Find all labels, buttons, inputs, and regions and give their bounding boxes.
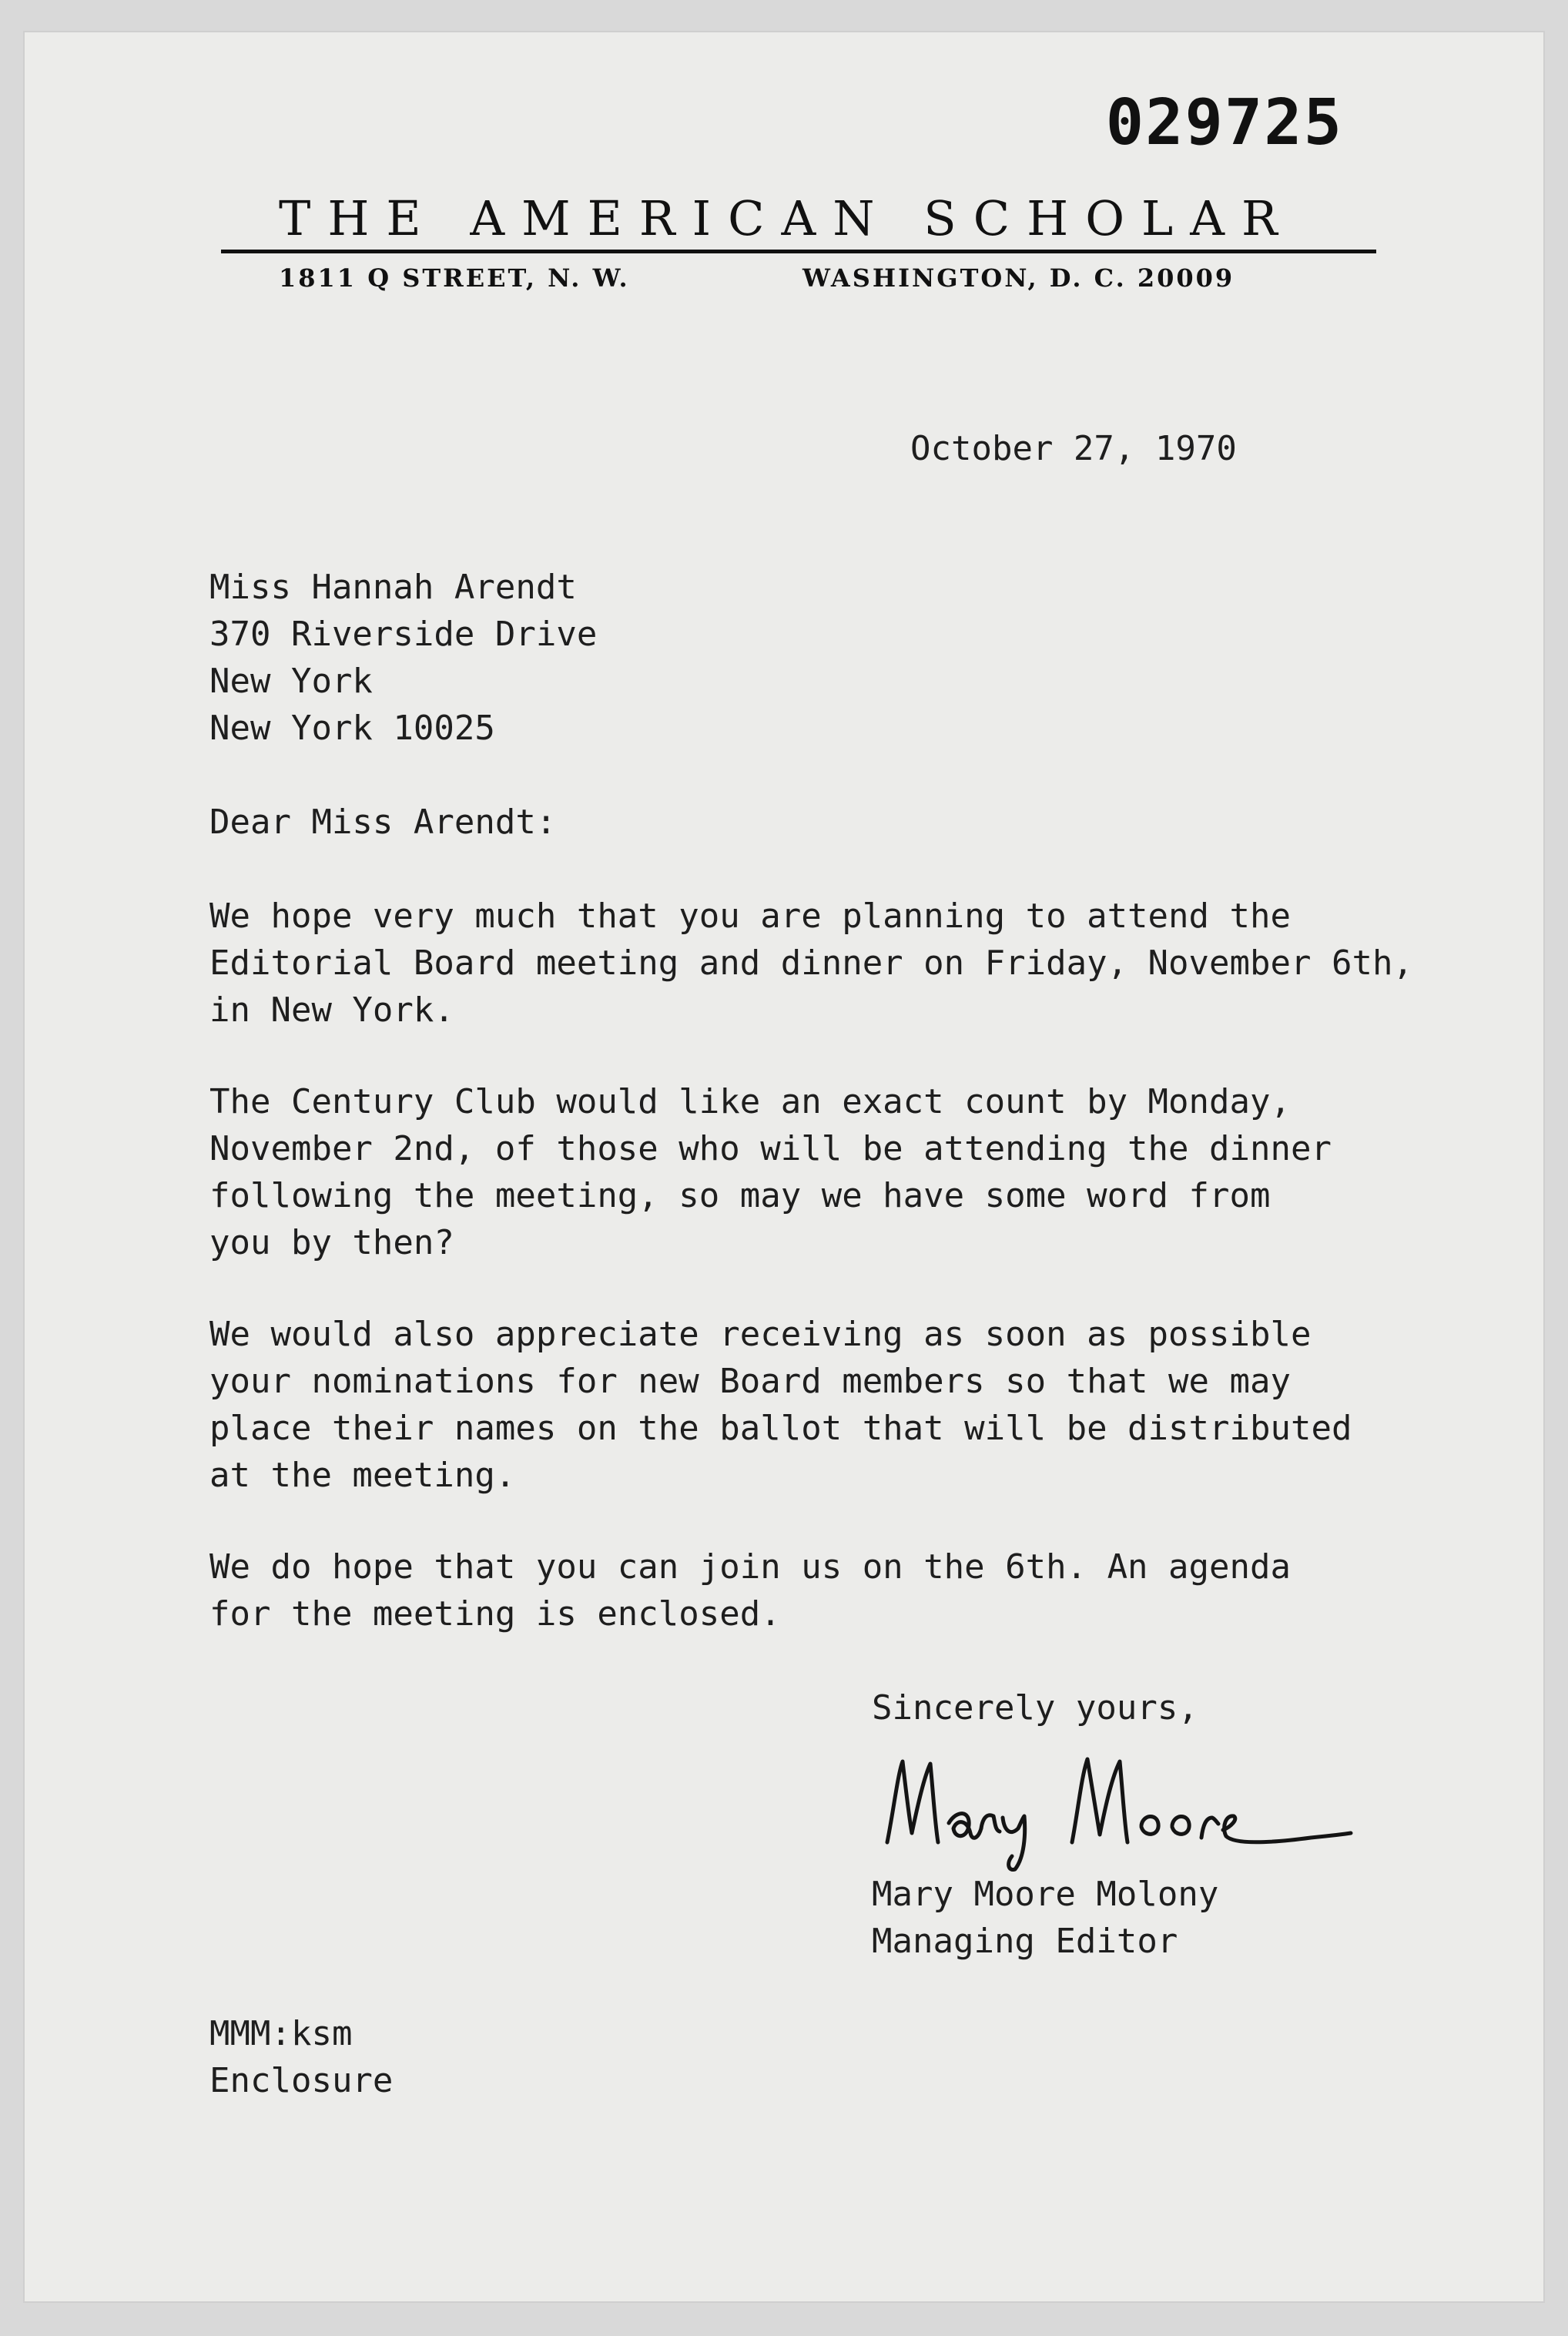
closing: Sincerely yours,	[872, 1688, 1198, 1728]
address-line: New York	[209, 662, 373, 701]
paragraph-line: We hope very much that you are planning to attend the	[209, 897, 1291, 936]
letterhead-street: 1811 Q STREET, N. W.	[279, 263, 630, 293]
paragraph-line: Editorial Board meeting and dinner on Friday, November 6th,	[209, 943, 1413, 983]
paragraph-line: in New York.	[209, 990, 454, 1030]
paragraph-line: following the meeting, so may we have some word from	[209, 1176, 1271, 1215]
recipient-address	[209, 564, 597, 752]
signer-title: Managing Editor	[872, 1922, 1178, 1961]
body-paragraph-4	[209, 1543, 1291, 1637]
archive-number: 029725	[1105, 86, 1343, 159]
salutation: Dear Miss Arendt:	[209, 803, 557, 842]
paragraph-line: you by then?	[209, 1223, 454, 1262]
body-paragraph-1	[209, 893, 1413, 1034]
handwritten-signature	[879, 1742, 1357, 1873]
reference-block	[209, 2010, 393, 2104]
address-line: New York 10025	[209, 709, 495, 748]
body-paragraph-2	[209, 1078, 1332, 1266]
signer-name: Mary Moore Molony	[872, 1875, 1219, 1914]
letterhead-title: THE AMERICAN SCHOLAR	[279, 190, 1295, 246]
paragraph-line: We would also appreciate receiving as soon as possible	[209, 1315, 1312, 1354]
paragraph-line: The Century Club would like an exact count by Monday,	[209, 1082, 1291, 1121]
signer-block	[872, 1871, 1218, 1965]
paragraph-line: for the meeting is enclosed.	[209, 1594, 781, 1634]
paragraph-line: at the meeting.	[209, 1456, 516, 1495]
paragraph-line: place their names on the ballot that will be distributed	[209, 1409, 1352, 1448]
letter-page	[23, 31, 1545, 2303]
letterhead-rule	[221, 250, 1376, 253]
address-line: 370 Riverside Drive	[209, 615, 598, 654]
paragraph-line: your nominations for new Board members so that we may	[209, 1362, 1291, 1401]
address-line: Miss Hannah Arendt	[209, 568, 577, 607]
letterhead-city: WASHINGTON, D. C. 20009	[802, 263, 1235, 293]
letter-date: October 27, 1970	[910, 429, 1237, 468]
enclosure-note: Enclosure	[209, 2061, 394, 2100]
body-paragraph-3	[209, 1311, 1352, 1499]
reference-initials: MMM:ksm	[209, 2014, 353, 2053]
paragraph-line: November 2nd, of those who will be attending the dinner	[209, 1129, 1332, 1168]
paragraph-line: We do hope that you can join us on the 6th. An agenda	[209, 1547, 1291, 1587]
